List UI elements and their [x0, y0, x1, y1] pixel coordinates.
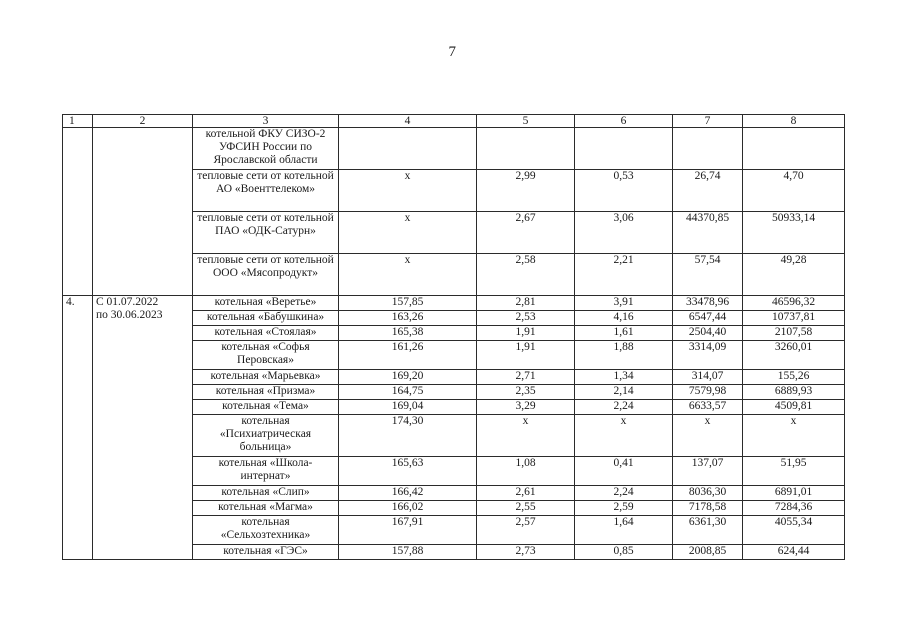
header-cell-2: 2: [93, 115, 193, 128]
value-cell-6: 3,91: [575, 296, 673, 311]
value-cell-6: 1,34: [575, 370, 673, 385]
table-row: [63, 128, 845, 170]
value-cell-5: [477, 128, 575, 170]
value-cell-6: 0,85: [575, 545, 673, 560]
value-cell-8: 4055,34: [743, 516, 845, 545]
value-cell-4: x: [339, 254, 477, 296]
source-name-cell: котельная «Магма»: [193, 501, 339, 516]
value-cell-8: 7284,36: [743, 501, 845, 516]
period-cell: [93, 296, 193, 560]
header-cell-8: 8: [743, 115, 845, 128]
value-cell-5: 2,99: [477, 170, 575, 212]
value-cell-4: x: [339, 170, 477, 212]
value-cell-6: 2,14: [575, 385, 673, 400]
value-cell-8: 2107,58: [743, 326, 845, 341]
value-cell-4: 169,20: [339, 370, 477, 385]
value-cell-7: 2008,85: [673, 545, 743, 560]
source-name-cell: тепловые сети от котельной АО «Военттелеком»: [193, 170, 339, 212]
value-cell-5: 2,81: [477, 296, 575, 311]
header-cell-1: 1: [63, 115, 93, 128]
value-cell-5: 2,55: [477, 501, 575, 516]
value-cell-5: 2,57: [477, 516, 575, 545]
source-name-cell: тепловые сети от котельной ООО «Мясопродукт»: [193, 254, 339, 296]
header-cell-7: 7: [673, 115, 743, 128]
source-name-cell: котельная «ГЭС»: [193, 545, 339, 560]
source-name-cell: котельная «Слип»: [193, 486, 339, 501]
value-cell-6: x: [575, 415, 673, 457]
value-cell-7: 314,07: [673, 370, 743, 385]
value-cell-4: 157,85: [339, 296, 477, 311]
period-cell: [93, 128, 193, 296]
row-number-cell: [63, 128, 93, 296]
value-cell-7: 8036,30: [673, 486, 743, 501]
value-cell-5: 2,61: [477, 486, 575, 501]
source-name-cell: котельная «Стоялая»: [193, 326, 339, 341]
value-cell-6: 2,24: [575, 486, 673, 501]
value-cell-5: 3,29: [477, 400, 575, 415]
value-cell-4: [339, 128, 477, 170]
value-cell-7: 2504,40: [673, 326, 743, 341]
value-cell-7: 6633,57: [673, 400, 743, 415]
value-cell-4: 157,88: [339, 545, 477, 560]
value-cell-8: 10737,81: [743, 311, 845, 326]
value-cell-6: 3,06: [575, 212, 673, 254]
value-cell-6: 2,59: [575, 501, 673, 516]
value-cell-4: 166,02: [339, 501, 477, 516]
source-name-cell: котельная «Тема»: [193, 400, 339, 415]
source-name-cell: котельная «Софья Перовская»: [193, 341, 339, 370]
value-cell-6: 2,21: [575, 254, 673, 296]
value-cell-8: 3260,01: [743, 341, 845, 370]
value-cell-6: 0,53: [575, 170, 673, 212]
value-cell-4: 163,26: [339, 311, 477, 326]
header-cell-6: 6: [575, 115, 673, 128]
value-cell-7: 3314,09: [673, 341, 743, 370]
value-cell-7: [673, 128, 743, 170]
value-cell-7: 6361,30: [673, 516, 743, 545]
row-number-cell: 4.: [63, 296, 93, 560]
value-cell-7: 7579,98: [673, 385, 743, 400]
value-cell-5: 2,35: [477, 385, 575, 400]
source-name-cell: котельная «Веретье»: [193, 296, 339, 311]
value-cell-7: 137,07: [673, 457, 743, 486]
value-cell-8: 4,70: [743, 170, 845, 212]
source-name-cell: котельная «Бабушкина»: [193, 311, 339, 326]
value-cell-7: 44370,85: [673, 212, 743, 254]
value-cell-6: 2,24: [575, 400, 673, 415]
table-header-row: [63, 115, 845, 128]
value-cell-8: 50933,14: [743, 212, 845, 254]
source-name-cell: котельная «Марьевка»: [193, 370, 339, 385]
value-cell-7: 26,74: [673, 170, 743, 212]
value-cell-5: x: [477, 415, 575, 457]
value-cell-5: 2,73: [477, 545, 575, 560]
period-start: С 01.07.2022: [96, 296, 159, 308]
value-cell-4: 165,63: [339, 457, 477, 486]
source-name-cell: котельная «Призма»: [193, 385, 339, 400]
value-cell-7: 6547,44: [673, 311, 743, 326]
value-cell-5: 2,53: [477, 311, 575, 326]
value-cell-6: 1,64: [575, 516, 673, 545]
value-cell-5: 2,67: [477, 212, 575, 254]
period-end: по 30.06.2023: [96, 309, 163, 321]
header-cell-4: 4: [339, 115, 477, 128]
value-cell-7: x: [673, 415, 743, 457]
value-cell-5: 1,91: [477, 326, 575, 341]
value-cell-4: 167,91: [339, 516, 477, 545]
value-cell-6: 1,88: [575, 341, 673, 370]
value-cell-5: 2,58: [477, 254, 575, 296]
source-name-cell: котельная «Психиатрическая больница»: [193, 415, 339, 457]
value-cell-8: 155,26: [743, 370, 845, 385]
value-cell-5: 1,91: [477, 341, 575, 370]
value-cell-8: x: [743, 415, 845, 457]
source-name-cell: тепловые сети от котельной ПАО «ОДК-Сатурн»: [193, 212, 339, 254]
value-cell-5: 2,71: [477, 370, 575, 385]
value-cell-8: [743, 128, 845, 170]
source-name-cell: котельной ФКУ СИЗО-2 УФСИН России по Ярославской области: [193, 128, 339, 170]
value-cell-6: 0,41: [575, 457, 673, 486]
source-name-cell: котельная «Школа-интернат»: [193, 457, 339, 486]
value-cell-4: 165,38: [339, 326, 477, 341]
value-cell-4: 169,04: [339, 400, 477, 415]
value-cell-6: 4,16: [575, 311, 673, 326]
header-cell-3: 3: [193, 115, 339, 128]
value-cell-6: [575, 128, 673, 170]
value-cell-8: 4509,81: [743, 400, 845, 415]
value-cell-4: 164,75: [339, 385, 477, 400]
value-cell-8: 46596,32: [743, 296, 845, 311]
tariff-table: [62, 114, 845, 560]
page-number: 7: [448, 44, 457, 60]
value-cell-7: 7178,58: [673, 501, 743, 516]
value-cell-8: 49,28: [743, 254, 845, 296]
value-cell-4: 161,26: [339, 341, 477, 370]
value-cell-4: 174,30: [339, 415, 477, 457]
value-cell-5: 1,08: [477, 457, 575, 486]
value-cell-4: 166,42: [339, 486, 477, 501]
source-name-cell: котельная «Сельхозтехника»: [193, 516, 339, 545]
table-row: [63, 296, 845, 311]
value-cell-8: 6891,01: [743, 486, 845, 501]
header-cell-5: 5: [477, 115, 575, 128]
value-cell-8: 624,44: [743, 545, 845, 560]
value-cell-7: 57,54: [673, 254, 743, 296]
value-cell-7: 33478,96: [673, 296, 743, 311]
value-cell-6: 1,61: [575, 326, 673, 341]
value-cell-8: 6889,93: [743, 385, 845, 400]
value-cell-4: x: [339, 212, 477, 254]
value-cell-8: 51,95: [743, 457, 845, 486]
